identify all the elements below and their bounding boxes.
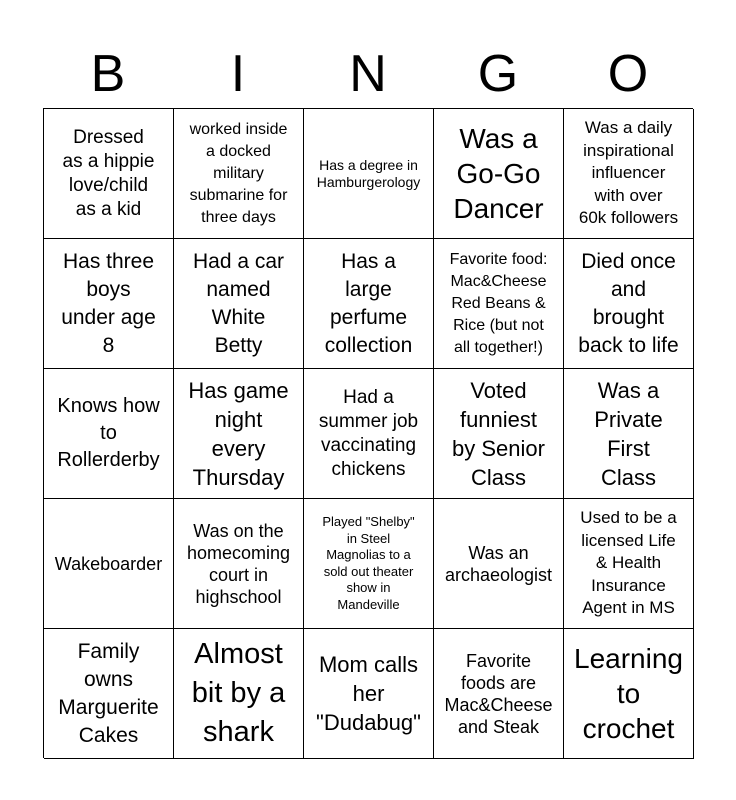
cell-text: worked inside a docked military submarine for three days [189,120,288,226]
bingo-cell-r3-c1[interactable] [44,369,174,499]
bingo-cell-r5-c5[interactable] [564,629,694,759]
cell-text: Has a large perfume collection [324,249,413,357]
cell-text: Was a Private First Class [594,377,663,490]
cell-text: Mom calls her "Dudabug" [316,652,421,735]
header-letter-n: N [349,45,387,103]
header-letter-g: G [477,45,519,103]
bingo-cell-r1-c2[interactable] [174,109,304,239]
bingo-cell-r2-c3[interactable] [304,239,434,369]
bingo-cell-r5-c4[interactable] [434,629,564,759]
cell-text: Learning to crochet [574,643,683,744]
cell-text: Was an archaeologist [444,542,553,585]
bingo-cell-r3-c5[interactable] [564,369,694,499]
bingo-cell-r1-c5[interactable] [564,109,694,239]
header-letter-o: O [607,45,649,103]
cell-text: Almost bit by a shark [191,638,286,748]
cell-text: Has three boys under age 8 [61,249,156,357]
bingo-cell-r5-c2[interactable] [174,629,304,759]
bingo-cell-r2-c5[interactable] [564,239,694,369]
cell-text: Voted funniest by Senior Class [452,377,545,490]
cell-text: Has a degree in Hamburgerology [316,156,421,190]
bingo-cell-r3-c3[interactable] [304,369,434,499]
bingo-cell-r4-c1[interactable] [44,499,174,629]
header-letter-b: B [90,45,126,103]
cell-text: Wakeboarder [54,553,163,574]
bingo-cell-r4-c5[interactable] [564,499,694,629]
bingo-cell-r3-c2[interactable] [174,369,304,499]
cell-text: Had a summer job vaccinating chickens [318,386,419,480]
cell-text: Was a daily inspirational influencer with over 60k followers [578,118,679,228]
cell-text: Knows how to Rollerderby [57,395,160,471]
bingo-cell-r5-c3[interactable] [304,629,434,759]
bingo-header [43,40,693,108]
bingo-cell-r1-c4[interactable] [434,109,564,239]
bingo-board [43,108,693,758]
bingo-cell-r1-c3[interactable] [304,109,434,239]
bingo-cell-r2-c2[interactable] [174,239,304,369]
header-letter-i: I [230,45,246,103]
cell-text: Favorite food: Mac&Cheese Red Beans & Rice (but not all together!) [449,250,548,356]
bingo-cell-r4-c4[interactable] [434,499,564,629]
cell-text: Favorite foods are Mac&Cheese and Steak [444,650,553,737]
bingo-cell-r2-c1[interactable] [44,239,174,369]
bingo-cell-r4-c3[interactable] [304,499,434,629]
cell-text: Was a Go-Go Dancer [453,123,544,224]
cell-text: Family owns Marguerite Cakes [58,639,159,747]
bingo-cell-r3-c4[interactable] [434,369,564,499]
cell-text: Dressed as a hippie love/child as a kid [62,126,155,220]
cell-text: Had a car named White Betty [192,249,285,357]
cell-text: Used to be a licensed Life & Health Insurance Agent in MS [580,508,677,618]
bingo-cell-r5-c1[interactable] [44,629,174,759]
cell-text: Played "Shelby" in Steel Magnolias to a sold out theater show in Mandeville [322,514,415,612]
bingo-cell-r4-c2[interactable] [174,499,304,629]
cell-text: Died once and brought back to life [578,249,679,357]
bingo-cell-r2-c4[interactable] [434,239,564,369]
cell-text: Has game night every Thursday [188,377,289,490]
cell-text: Was on the homecoming court in highschool [186,520,291,607]
bingo-cell-r1-c1[interactable] [44,109,174,239]
